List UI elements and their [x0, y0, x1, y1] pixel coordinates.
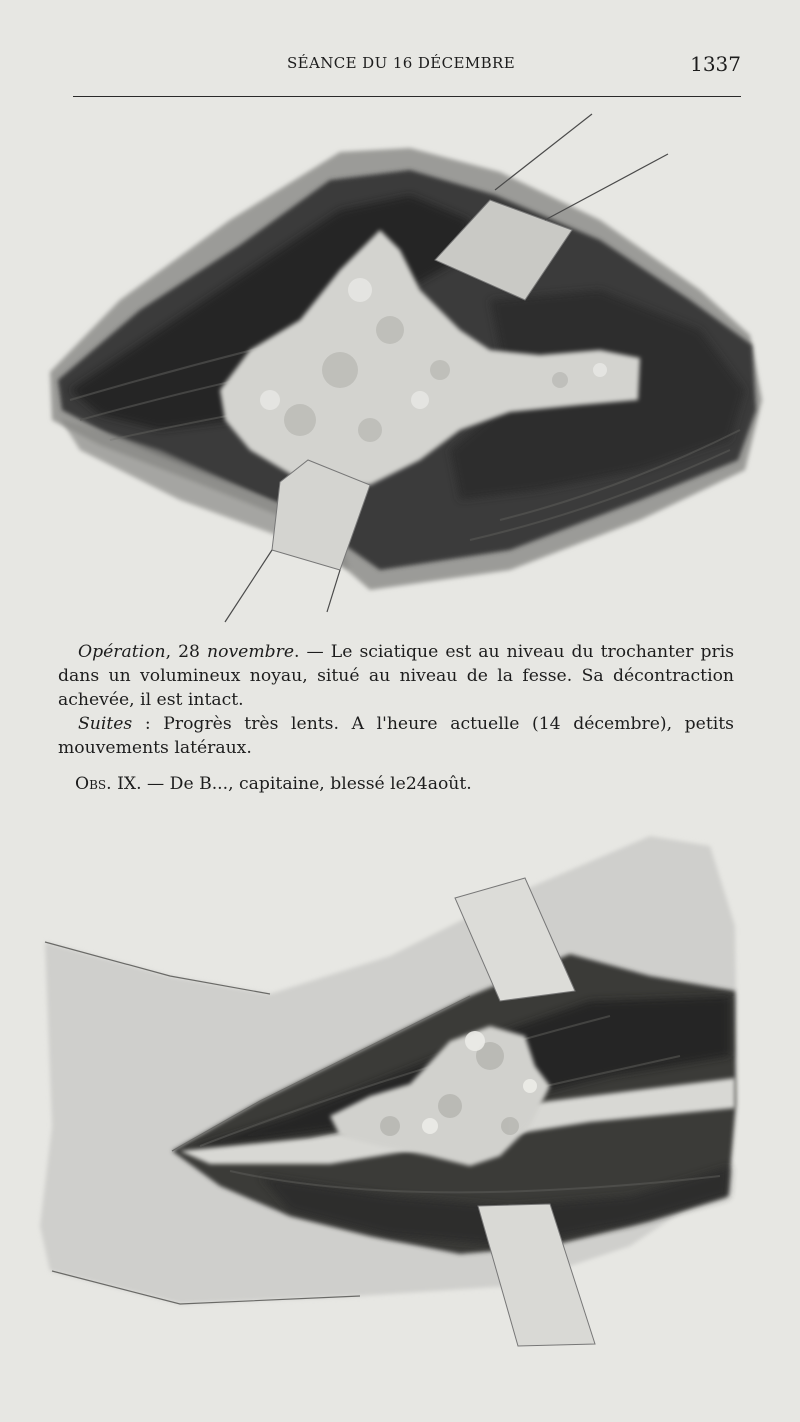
- running-title: SÉANCE DU 16 DÉCEMBRE: [287, 54, 516, 72]
- operation-text: . — Le sciatique est au niveau du trochanter pris dans un volumineux noyau, situé au niveau de la fesse. Sa décontraction achevée, il est intact.: [58, 642, 735, 710]
- obs-label: Obs: [75, 774, 107, 794]
- operation-date: , 28: [165, 642, 208, 662]
- obs-text: . IX. — De B..., capitaine, blessé le24août.: [106, 774, 472, 794]
- suites-paragraph: [58, 712, 734, 760]
- figure-top-illustration: [40, 100, 770, 630]
- page-header: [73, 50, 741, 84]
- header-rule: [73, 96, 741, 97]
- body-text: [58, 640, 734, 796]
- page-number: 1337: [690, 52, 741, 76]
- figure-bottom-illustration: [30, 826, 750, 1350]
- observation-heading: [58, 772, 734, 796]
- suites-label: Suites: [78, 714, 133, 734]
- suites-text: : Progrès très lents. A l'heure actuelle (14 décembre), petits mouvements latéraux.: [58, 714, 734, 758]
- operation-label: Opération: [78, 642, 166, 662]
- operation-month: novembre: [207, 642, 295, 662]
- operation-paragraph: [58, 640, 734, 712]
